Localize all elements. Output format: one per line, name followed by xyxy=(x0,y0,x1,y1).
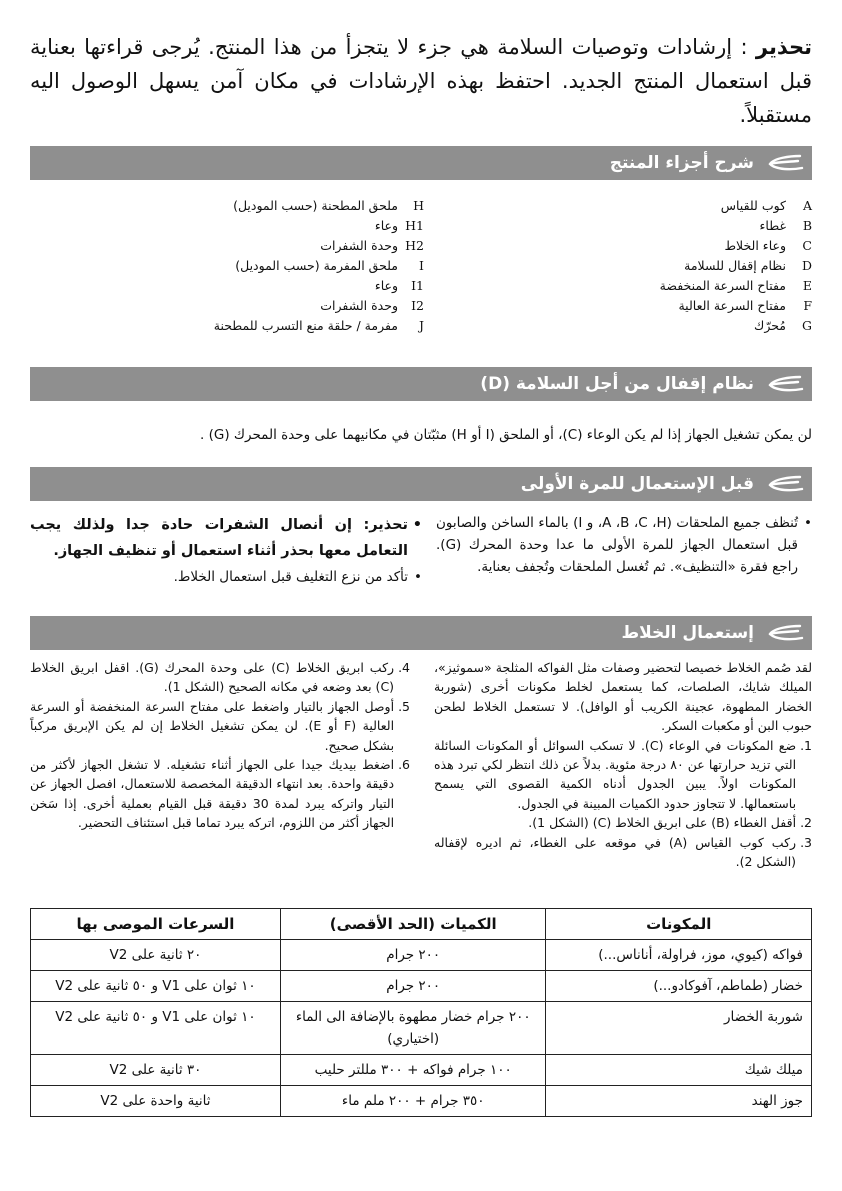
part-label: وعاء xyxy=(374,278,398,293)
hook-arrow-icon xyxy=(766,373,804,395)
part-code: H xyxy=(413,198,424,213)
usage-left-column xyxy=(30,658,410,833)
usage-right-column xyxy=(434,658,812,871)
section-title-safety: نظام إقفال من أجل السلامة (D) xyxy=(480,374,754,394)
parts-list-item xyxy=(124,316,424,336)
table-row xyxy=(31,1055,812,1086)
table-row xyxy=(31,1002,812,1055)
quantities-table xyxy=(30,908,812,1117)
table-cell-speed: ٢٠ ثانية على V2 xyxy=(31,940,281,971)
hook-arrow-icon xyxy=(766,473,804,495)
table-row xyxy=(31,940,812,971)
parts-list-item xyxy=(124,296,424,316)
part-label: غطاء xyxy=(759,218,786,233)
step-number: 4. xyxy=(398,660,410,675)
usage-intro: لقد صُمم الخلاط خصيصا لتحضير وصفات مثل الفواكه المثلجة «سموثيز»، الميلك شايك، الصلصات، كما يستعمل لخلط مكونات أخرى (شوربة الخضار المطهوة، عجينة الكريب أو الوافل). لا تستعمل الخلاط لطحن حبوب البن أو مكعبات السكر. xyxy=(434,660,812,734)
warning-paragraph xyxy=(30,30,812,132)
table-cell-speed: ثانية واحدة على V2 xyxy=(31,1086,281,1117)
parts-list-left xyxy=(124,196,424,336)
part-code: F xyxy=(803,298,812,313)
table-cell-quantity: ١٠٠ جرام فواكه + ٣٠٠ مللتر حليب xyxy=(280,1055,546,1086)
step-number: 1. xyxy=(800,737,812,753)
table-cell-speed: ١٠ ثوان على V1 و ٥٠ ثانية على V2 xyxy=(31,1002,281,1055)
section-title-first-use: قبل الإستعمال للمرة الأولى xyxy=(520,474,754,494)
usage-step xyxy=(30,697,410,755)
step-number: 3. xyxy=(800,834,812,850)
part-code: D xyxy=(801,258,812,273)
part-label: وعاء الخلاط xyxy=(724,238,786,253)
step-text: ركب ابريق الخلاط (C) على وحدة المحرك (G). اقفل ابريق الخلاط (C) بعد وضعه في مكانه الصحيح (الشكل 1). xyxy=(30,660,395,695)
step-text: ركب كوب القياس (A) في موقعه على الغطاء، ثم اديره لإقفاله (الشكل 2). xyxy=(434,834,797,870)
packaging-bullet: • تأكد من نزع التغليف قبل استعمال الخلاط. xyxy=(30,566,422,588)
usage-step xyxy=(434,813,812,832)
step-number: 6. xyxy=(398,757,410,773)
usage-step xyxy=(434,833,812,872)
step-text: أوصل الجهاز بالتيار واضغط على مفتاح السرعة المنخفضة أو السرعة العالية (F أو E). لن يمكن تشغيل الخلاط إن لم يكن الإبريق مركباً بشكل صحيح. xyxy=(30,698,395,753)
table-cell-quantity: ٢٠٠ جرام xyxy=(280,940,546,971)
part-label: وعاء xyxy=(374,218,398,233)
parts-list-item xyxy=(512,216,812,236)
section-title-using: إستعمال الخلاط xyxy=(621,623,754,643)
parts-list-right xyxy=(512,196,812,336)
table-row xyxy=(31,1086,812,1117)
parts-list-item xyxy=(124,256,424,276)
part-label: وحدة الشفرات xyxy=(320,238,398,253)
part-code: E xyxy=(802,278,812,293)
step-text: ضع المكونات في الوعاء (C). لا تسكب السوائل أو المكونات السائلة التي تزيد حرارتها عن ٨٠ درجة مئوية. بدلاً عن ذلك انتظر لكي تبرد هذه المكونات اولاً. يبين الجدول أدناه الكمية القصوى التي يسمح باستعمالها. لا تتجاوز حدود الكميات المبينة في الجدول. xyxy=(434,737,797,811)
table-cell-quantity: ٢٠٠ جرام xyxy=(280,971,546,1002)
table-cell-ingredient: جوز الهند xyxy=(546,1086,812,1117)
table-row xyxy=(31,971,812,1002)
parts-list-item xyxy=(512,316,812,336)
table-header-speeds: السرعات الموصى بها xyxy=(31,909,281,940)
parts-list-item xyxy=(512,276,812,296)
parts-list-item xyxy=(124,216,424,236)
usage-step xyxy=(30,755,410,833)
section-title-parts: شرح أجزاء المنتج xyxy=(609,153,754,173)
part-label: ملحق المطحنة (حسب الموديل) xyxy=(233,198,398,213)
step-text: أقفل الغطاء (B) على ابريق الخلاط (C) (الشكل 1). xyxy=(528,815,797,831)
parts-list-item xyxy=(124,276,424,296)
part-code: J xyxy=(418,318,424,333)
usage-step xyxy=(30,658,410,697)
part-label: نظام إقفال للسلامة xyxy=(684,258,786,273)
warning-label: تحذير xyxy=(755,35,812,59)
first-use-cleaning-bullet: • تُنظف جميع الملحقات (A ،B ،C ،H، و I) بالماء الساخن والصابون قبل استعمال الجهاز للمرة الأولى ما عدا وحدة المحرك (G). راجع فقرة «التنظيف». ثم تُغسل الملحقات وتُجفف بعناية. xyxy=(436,512,812,578)
part-label: كوب للقياس xyxy=(720,198,786,213)
part-code: G xyxy=(802,318,812,333)
table-cell-ingredient: فواكه (كيوي، موز، فراولة، أناناس...) xyxy=(546,940,812,971)
table-header-ingredients: المكونات xyxy=(546,909,812,940)
parts-list-item xyxy=(124,236,424,256)
section-bar-parts xyxy=(30,146,812,180)
part-code: H1 xyxy=(405,218,424,233)
part-label: ملحق المفرمة (حسب الموديل) xyxy=(235,258,398,273)
table-cell-ingredient: خضار (طماطم، آفوكادو...) xyxy=(546,971,812,1002)
hook-arrow-icon xyxy=(766,152,804,174)
section-bar-safety xyxy=(30,367,812,401)
part-label: مفرمة / حلقة منع التسرب للمطحنة xyxy=(213,318,398,333)
parts-list-item xyxy=(512,236,812,256)
part-code: I2 xyxy=(411,298,424,313)
part-label: مُحرّك xyxy=(754,318,786,333)
part-label: مفتاح السرعة العالية xyxy=(678,298,786,313)
step-number: 2. xyxy=(800,815,812,831)
table-cell-speed: ١٠ ثوان على V1 و ٥٠ ثانية على V2 xyxy=(31,971,281,1002)
usage-step xyxy=(434,736,812,814)
part-code: A xyxy=(802,198,812,213)
parts-list-item xyxy=(512,256,812,276)
step-text: اضغط بيديك جيدا على الجهاز أثناء تشغيله. لا تشغل الجهاز لأكثر من دقيقة واحدة. بعد انتهاء الدقيقة المخصصة للاستعمال، افصل الجهاز عن التيار واتركه يبرد لمدة 30 دقيقة قبل القيام بعملية أخرى. إذا سَخن الجهاز أكثر من اللزوم، اتركه يبرد تماما قبل استئناف التحضير. xyxy=(30,757,395,831)
parts-list-item xyxy=(512,196,812,216)
parts-list-item xyxy=(512,296,812,316)
table-cell-quantity: ٢٠٠ جرام خضار مطهوة بالإضافة الى الماء (اختياري) xyxy=(280,1002,546,1055)
part-code: C xyxy=(802,238,812,253)
step-number: 5. xyxy=(398,698,410,714)
safety-text: لن يمكن تشغيل الجهاز إذا لم يكن الوعاء (C)، أو الملحق (I أو H) مثبّتان في مكانيهما على وحدة المحرك (G) . xyxy=(200,427,812,443)
section-bar-first-use xyxy=(30,467,812,501)
part-label: وحدة الشفرات xyxy=(320,298,398,313)
part-code: H2 xyxy=(405,238,424,253)
warning-text: : إرشادات وتوصيات السلامة هي جزء لا يتجزأ من هذا المنتج. يُرجى قراءتها بعناية قبل استعمال المنتج الجديد. احتفظ بهذه الإرشادات في مكان آمن يسهل الوصول اليه مستقبلاً. xyxy=(30,35,812,127)
table-cell-ingredient: ميلك شيك xyxy=(546,1055,812,1086)
table-cell-speed: ٣٠ ثانية على V2 xyxy=(31,1055,281,1086)
parts-list-item xyxy=(124,196,424,216)
table-cell-quantity: ٣٥٠ جرام + ٢٠٠ ملم ماء xyxy=(280,1086,546,1117)
first-use-left-column xyxy=(30,512,422,588)
blade-warning: • تحذير: إن أنصال الشفرات حادة جدا ولذلك يجب التعامل معها بحذر أثناء استعمال أو تنظيف الجهاز. xyxy=(30,512,422,564)
table-cell-ingredient: شوربة الخضار xyxy=(546,1002,812,1055)
part-code: B xyxy=(802,218,812,233)
table-header-quantities: الكميات (الحد الأقصى) xyxy=(280,909,546,940)
section-bar-using xyxy=(30,616,812,650)
part-label: مفتاح السرعة المنخفضة xyxy=(659,278,786,293)
part-code: I1 xyxy=(411,278,424,293)
table-header-row xyxy=(31,909,812,940)
hook-arrow-icon xyxy=(766,622,804,644)
part-code: I xyxy=(419,258,424,273)
